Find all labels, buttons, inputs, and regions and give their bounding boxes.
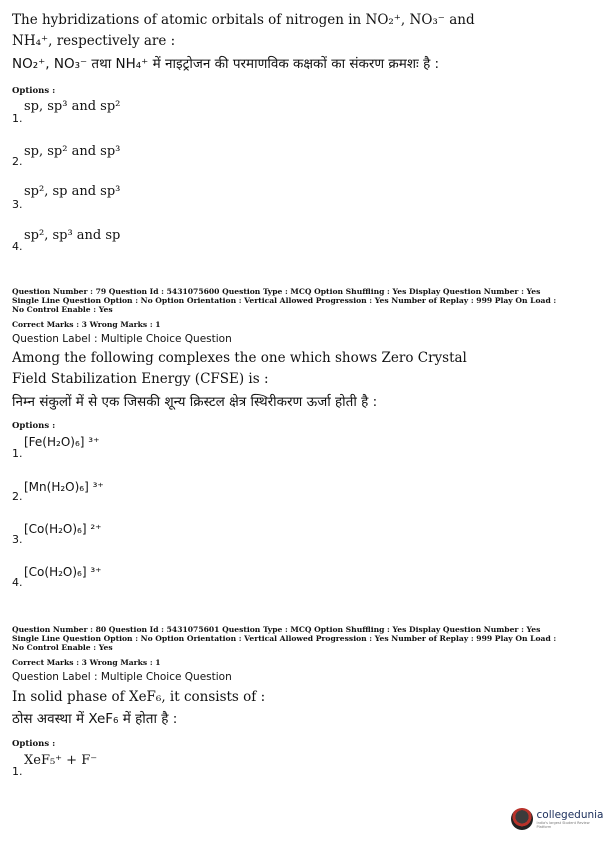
option-text: [Mn(H₂O)₆] ³⁺ xyxy=(24,480,104,494)
question-text-line: Field Stabilization Energy (CFSE) is : xyxy=(12,371,269,387)
options-header: Options : xyxy=(12,739,56,749)
collegedunia-logo xyxy=(511,808,604,830)
question-meta-line: No Control Enable : Yes xyxy=(12,305,113,314)
option-number: 2. xyxy=(12,155,23,168)
option-number: 2. xyxy=(12,490,23,503)
options-header: Options : xyxy=(12,86,56,96)
option-text: sp, sp² and sp³ xyxy=(24,144,121,159)
option-number: 4. xyxy=(12,240,23,253)
graduate-mascot-icon xyxy=(511,808,533,830)
question-text-hindi: NO₂⁺, NO₃⁻ तथा NH₄⁺ में नाइट्रोजन की परमाणविक कक्षकों का संकरण क्रमशः है : xyxy=(12,56,440,72)
question-meta-line: No Control Enable : Yes xyxy=(12,643,113,652)
option-number: 3. xyxy=(12,198,23,211)
question-meta-line: Single Line Question Option : No Option Orientation : Vertical Allowed Progression : Yes Number of Replay : 999 Play On Load : xyxy=(12,296,557,305)
question-text-line: NH₄⁺, respectively are : xyxy=(12,33,176,49)
option-number: 4. xyxy=(12,576,23,589)
logo-tagline: India's largest Student Review Platform xyxy=(536,821,590,829)
option-number: 3. xyxy=(12,533,23,546)
question-meta-line: Question Number : 79 Question Id : 5431075600 Question Type : MCQ Option Shuffling : Yes Display Question Number : Yes xyxy=(12,287,541,296)
option-number: 1. xyxy=(12,112,23,125)
marks-info: Correct Marks : 3 Wrong Marks : 1 xyxy=(12,320,161,329)
question-label: Question Label : Multiple Choice Question xyxy=(12,671,232,683)
option-number: 1. xyxy=(12,447,23,460)
option-text: XeF₅⁺ + F⁻ xyxy=(24,753,98,768)
option-text: [Fe(H₂O)₆] ³⁺ xyxy=(24,435,100,449)
options-header: Options : xyxy=(12,421,56,431)
marks-info: Correct Marks : 3 Wrong Marks : 1 xyxy=(12,658,161,667)
question-label: Question Label : Multiple Choice Question xyxy=(12,333,232,345)
question-meta-line: Question Number : 80 Question Id : 5431075601 Question Type : MCQ Option Shuffling : Yes Display Question Number : Yes xyxy=(12,625,541,634)
question-text-line: In solid phase of XeF₆, it consists of : xyxy=(12,689,266,705)
logo-wordmark: collegedunia xyxy=(536,809,604,821)
option-number: 1. xyxy=(12,765,23,778)
question-text-line: The hybridizations of atomic orbitals of nitrogen in NO₂⁺, NO₃⁻ and xyxy=(12,12,475,28)
question-text-line: Among the following complexes the one which shows Zero Crystal xyxy=(12,350,467,366)
question-meta-line: Single Line Question Option : No Option Orientation : Vertical Allowed Progression : Yes Number of Replay : 999 Play On Load : xyxy=(12,634,557,643)
option-text: [Co(H₂O)₆] ³⁺ xyxy=(24,565,102,579)
question-text-hindi: निम्न संकुलों में से एक जिसकी शून्य क्रिस्टल क्षेत्र स्थिरीकरण ऊर्जा होती है : xyxy=(12,394,378,410)
option-text: sp², sp³ and sp xyxy=(24,228,121,243)
option-text: [Co(H₂O)₆] ²⁺ xyxy=(24,522,102,536)
option-text: sp², sp and sp³ xyxy=(24,184,121,199)
option-text: sp, sp³ and sp² xyxy=(24,99,121,114)
question-text-hindi: ठोस अवस्था में XeF₆ में होता है : xyxy=(12,711,178,727)
